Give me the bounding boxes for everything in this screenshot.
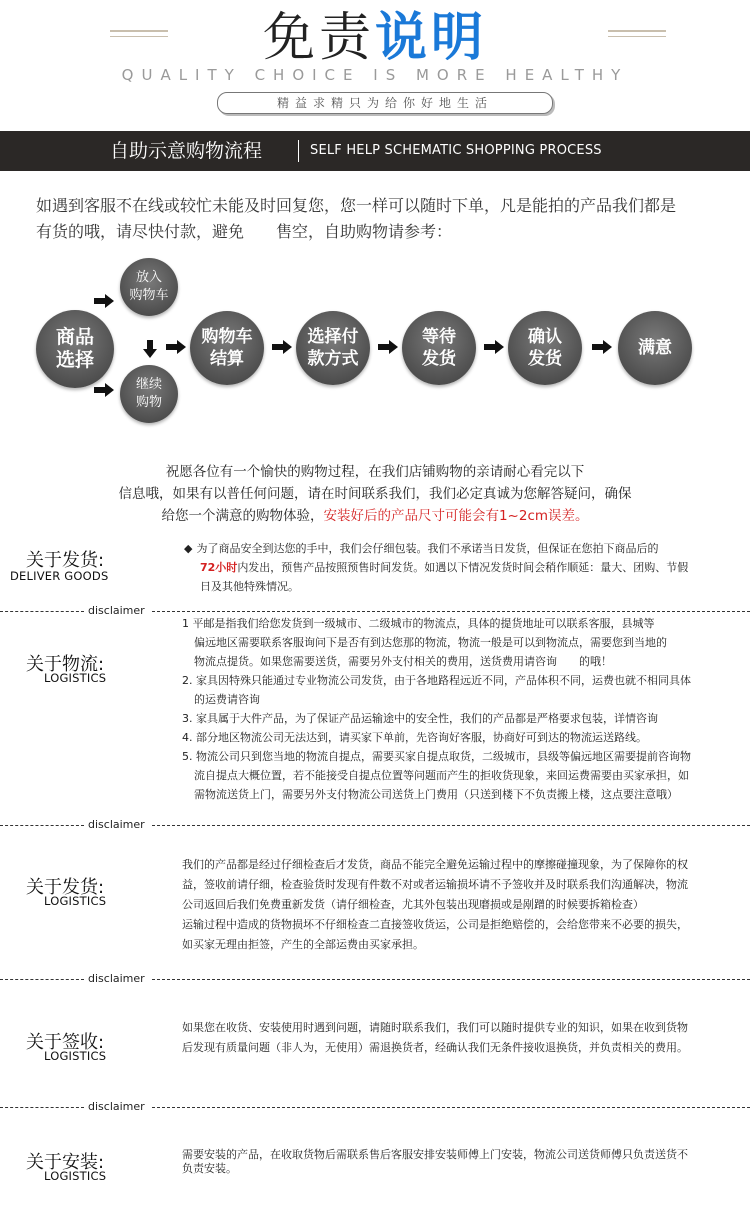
text-line: 偏远地区需要联系客服询问下是否有到达您那的物流，物流一般是可以到物流点，需要您到当地的 [194, 636, 667, 649]
flow-step-label: 购物 [135, 395, 162, 410]
wish-line [0, 505, 750, 527]
intro-text [36, 193, 716, 245]
divider-label: disclaimer [88, 818, 145, 831]
divider-label: disclaimer [88, 972, 145, 985]
page-title-part2: 说明 [375, 8, 488, 68]
text-line: 3. 家具属于大件产品，为了保证产品运输途中的安全性，我们的产品都是严格要求包装，详情咨询 [182, 712, 658, 725]
text-line: 4. 部分地区物流公司无法达到，请买家下单前，先咨询好客服，协商好可到达的物流运送路线。 [182, 731, 647, 744]
section-sub-delivery: DELIVER GOODS [10, 569, 109, 583]
flow-step-label: 款方式 [307, 349, 359, 369]
wish-text [0, 461, 750, 527]
text-line: 2. 家具因特殊只能通过专业物流公司发货，由于各地路程远近不同，产品体积不同，运费也就不相同具体 [182, 674, 691, 687]
flow-step-select [36, 310, 114, 388]
text-line: 1 平邮是指我们给您发货到一级城市、二级城市的物流点，具体的提货地址可以联系客服，县城等 [182, 617, 655, 630]
text-line: 日及其他特殊情况。 [200, 580, 299, 593]
flow-step-label: 放入 [135, 270, 162, 285]
diamond-bullet-icon: ◆ [184, 542, 193, 555]
text-line: 益，签收前请仔细，检查验货时发现有件数不对或者运输损坏请不予签收并及时联系我们沟通解决，物流 [182, 878, 688, 891]
text-line: 内发出，预售产品按照预售时间发货。如遇以下情况发货时间会稍作顺延：量大、团购、节假 [237, 561, 689, 574]
section-title-install: 关于安装: [26, 1152, 105, 1173]
text-line: 运输过程中造成的货物损坏不仔细检查二直接签收货运，公司是拒绝赔偿的，会给您带来不必要的损失， [182, 918, 688, 931]
flow-step-label: 购物车 [201, 327, 253, 347]
section-title-delivery: 关于发货: [26, 550, 105, 571]
page-subtitle: QUALITY CHOICE IS MORE HEALTHY [121, 66, 629, 84]
flow-step-label: 商品 [55, 326, 94, 348]
text-line: 需物流送货上门，需要另外支付物流公司送货上门费用（只送到楼下不负责搬上楼，这点要注意哦） [194, 788, 678, 801]
wish-line: 祝愿各位有一个愉快的购物过程，在我们店铺购物的亲请耐心看完以下 [165, 464, 585, 480]
section-title-shipping: 关于发货: [26, 877, 105, 898]
flow-step-label: 选择付 [307, 327, 359, 347]
text-line: 后发现有质量问题（非人为，无使用）需退换货者，经确认我们无条件接收退换货，并负责相关的费用。 [182, 1041, 688, 1054]
banner-title-en: SELF HELP SCHEMATIC SHOPPING PROCESS [310, 143, 602, 158]
flow-step-confirm [508, 311, 582, 385]
disclaimer-divider [0, 818, 750, 832]
section-text-delivery [184, 539, 724, 596]
disclaimer-divider [0, 972, 750, 986]
text-line: 物流点提货。如果您需要送货，需要另外支付相关的费用，送货费用请咨询 的哦！ [194, 655, 612, 668]
section-text-logistics [182, 614, 722, 804]
flow-step-checkout [190, 311, 264, 385]
flow-step-cart [120, 258, 178, 316]
flow-step-label: 购物车 [129, 288, 169, 303]
divider-label: disclaimer [88, 604, 145, 617]
flow-step-label: 满意 [638, 338, 672, 358]
divider-label: disclaimer [88, 1100, 145, 1113]
flow-step-continue [120, 365, 178, 423]
flow-step-label: 发货 [422, 349, 456, 369]
flow-step-label: 等待 [422, 327, 456, 347]
flow-step-label: 确认 [528, 327, 562, 347]
section-text-install [182, 1148, 728, 1176]
banner-separator [298, 140, 299, 162]
flow-step-label: 发货 [528, 349, 562, 369]
intro-line: 如遇到客服不在线或较忙未能及时回复您，您一样可以随时下单，凡是能拍的产品我们都是 [36, 196, 677, 215]
section-title-logistics: 关于物流: [26, 654, 105, 675]
text-line: 公司返回后我们免费重新发货（请仔细检查，尤其外包装出现磨损或是剐蹭的时候要拆箱检查） [182, 898, 644, 911]
section-sub-install: LOGISTICS [44, 1169, 107, 1183]
shopping-flow [0, 255, 750, 435]
section-text-shipping [182, 855, 728, 955]
text-line: 的运费请咨询 [194, 693, 260, 706]
page-title-part1: 免责 [262, 8, 375, 68]
banner-title-cn: 自助示意购物流程 [110, 140, 263, 162]
intro-line: 有货的哦，请尽快付款，避免 售空，自助购物请参考： [36, 222, 453, 241]
section-title-receipt: 关于签收: [26, 1032, 105, 1053]
flow-step-wait [402, 311, 476, 385]
section-text-receipt [182, 1018, 728, 1058]
text-line: 5. 物流公司只到您当地的物流自提点，需要买家自提点取货，二级城市，县级等偏远地区需要提前咨询物 [182, 750, 691, 763]
wish-text-part: 给您一个满意的购物体验， [161, 508, 324, 524]
disclaimer-divider [0, 1100, 750, 1114]
text-line: 我们的产品都是经过仔细检查后才发货，商品不能完全避免运输过程中的摩擦碰撞现象，为了保障你的权 [182, 858, 688, 871]
slogan-pill: 精益求精只为给你好地生活 [217, 92, 553, 114]
highlight-72h: 72小时 [200, 561, 238, 574]
section-sub-logistics: LOGISTICS [44, 671, 107, 685]
page-title [0, 8, 750, 68]
process-banner [0, 131, 750, 171]
text-line: 流自提点大概位置，若不能接受自提点位置等问题而产生的拒收货现象，来回运费需要由买家承担，如 [194, 769, 689, 782]
flow-step-label: 结算 [210, 349, 244, 369]
text-line: 为了商品安全到达您的手中，我们会仔细包装。我们不承诺当日发货，但保证在您拍下商品后的 [196, 542, 659, 555]
flow-step-satisfied [618, 311, 692, 385]
text-line: 如买家无理由拒签，产生的全部运费由买家承担。 [182, 938, 424, 951]
text-line: 如果您在收货、安装使用时遇到问题，请随时联系我们，我们可以随时提供专业的知识，如果在收到货物 [182, 1021, 688, 1034]
text-line: 负责安装。 [182, 1162, 237, 1175]
wish-line: 信息哦，如果有以普任何问题，请在时间联系我们，我们必定真诚为您解答疑问，确保 [118, 486, 632, 502]
flow-step-label: 继续 [135, 377, 162, 392]
flow-step-payment [296, 311, 370, 385]
text-line: 需要安装的产品，在收取货物后需联系售后客服安排安装师傅上门安装，物流公司送货师傅只负责送货不 [182, 1148, 688, 1161]
section-sub-shipping: LOGISTICS [44, 894, 107, 908]
size-error-notice: 安装好后的产品尺寸可能会有1~2cm误差。 [323, 508, 589, 524]
section-sub-receipt: LOGISTICS [44, 1049, 107, 1063]
flow-step-label: 选择 [55, 349, 94, 371]
header [0, 0, 750, 130]
